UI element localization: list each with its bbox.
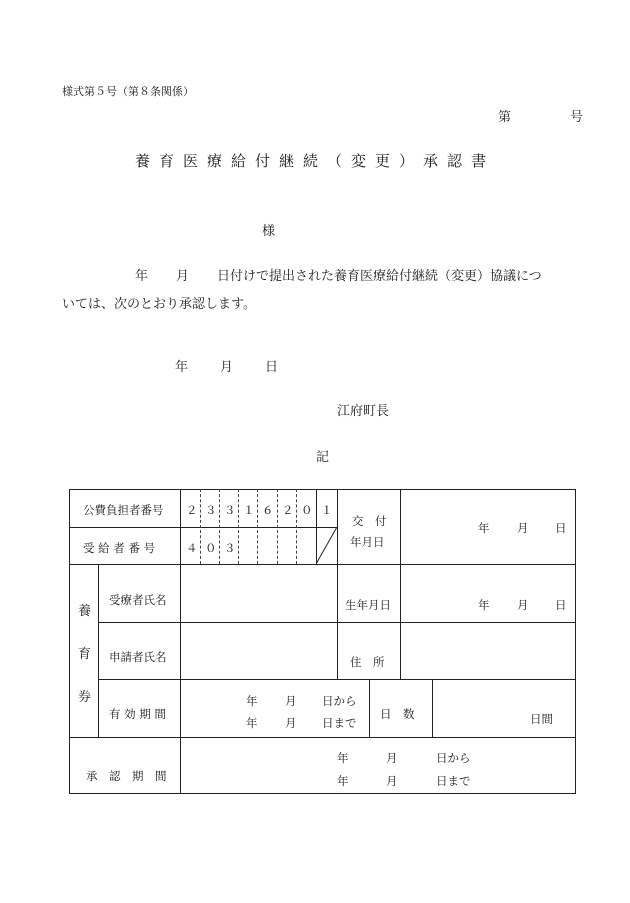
approval-to-month: 月 (386, 774, 398, 788)
approval-to-suffix: 日まで (436, 774, 471, 788)
public-payer-digit-6: ２ (282, 503, 294, 517)
valid-to-month: 月 (285, 716, 297, 730)
body-month: 月 (176, 269, 190, 284)
public-payer-digit-1: ２ (186, 503, 198, 517)
applicant-name-label: 申請者氏名 (109, 650, 167, 664)
public-payer-digit-5: ６ (262, 503, 274, 517)
days-suffix: 日間 (530, 712, 553, 726)
public-payer-number-label: 公費負担者番号 (83, 503, 164, 517)
date-year: 年 (175, 360, 189, 375)
body-year: 年 (135, 269, 149, 284)
document-number-suffix: 号 (570, 110, 584, 125)
public-payer-digit-2: ３ (205, 503, 217, 517)
issue-month: 月 (517, 521, 529, 535)
recipient-digit-1: ４ (186, 541, 198, 555)
valid-to-year: 年 (246, 716, 258, 730)
public-payer-digit-8: １ (321, 503, 333, 517)
valid-from-month: 月 (285, 694, 297, 708)
birthdate-label: 生年月日 (345, 598, 391, 612)
valid-period-label: 有 効 期 間 (109, 707, 166, 721)
days-label: 日 数 (380, 707, 415, 721)
recipient-number-label: 受 給 者 番 号 (83, 541, 156, 555)
birth-year: 年 (478, 598, 490, 612)
public-payer-digit-7: ０ (301, 503, 313, 517)
patient-name-label: 受療者氏名 (109, 593, 167, 607)
issue-label-line1: 交 付 (352, 514, 387, 528)
approval-to-year: 年 (337, 774, 349, 788)
date-day: 日 (265, 360, 279, 375)
body-text-part1: 日付けで提出された養育医療給付継続（変更）協議につ (217, 269, 542, 284)
body-text-part2: いては、次のとおり承認します。 (62, 297, 256, 312)
recipient-digit-3: ３ (224, 541, 236, 555)
addressee-honorific: 様 (262, 224, 276, 239)
ticket-label-char-1: 養 (78, 604, 92, 619)
issuer-name: 江府町長 (337, 404, 390, 419)
approval-from-month: 月 (386, 751, 398, 765)
issue-day: 日 (555, 521, 567, 535)
ticket-label-char-3: 券 (78, 690, 92, 705)
valid-from-suffix: 日から (322, 694, 357, 708)
birth-month: 月 (517, 598, 529, 612)
address-label: 住 所 (350, 655, 385, 669)
blank-cell-slash (316, 527, 338, 565)
approval-period-label: 承 認 期 間 (86, 769, 167, 783)
ki-heading: 記 (316, 450, 330, 465)
issue-label-line2: 年月日 (350, 535, 385, 549)
date-month: 月 (220, 360, 234, 375)
approval-from-suffix: 日から (436, 751, 471, 765)
issue-year: 年 (478, 521, 490, 535)
public-payer-digit-3: ３ (224, 503, 236, 517)
document-title: 養育医療給付継続（変更）承認書 (134, 152, 495, 170)
public-payer-digit-4: １ (243, 503, 255, 517)
valid-from-year: 年 (246, 694, 258, 708)
birth-day: 日 (555, 598, 567, 612)
document-number-prefix: 第 (498, 110, 512, 125)
valid-to-suffix: 日まで (322, 716, 357, 730)
form-number-label: 様式第５号（第８条関係） (62, 85, 194, 98)
approval-from-year: 年 (337, 751, 349, 765)
ticket-label-char-2: 育 (78, 647, 92, 662)
recipient-digit-2: ０ (205, 541, 217, 555)
